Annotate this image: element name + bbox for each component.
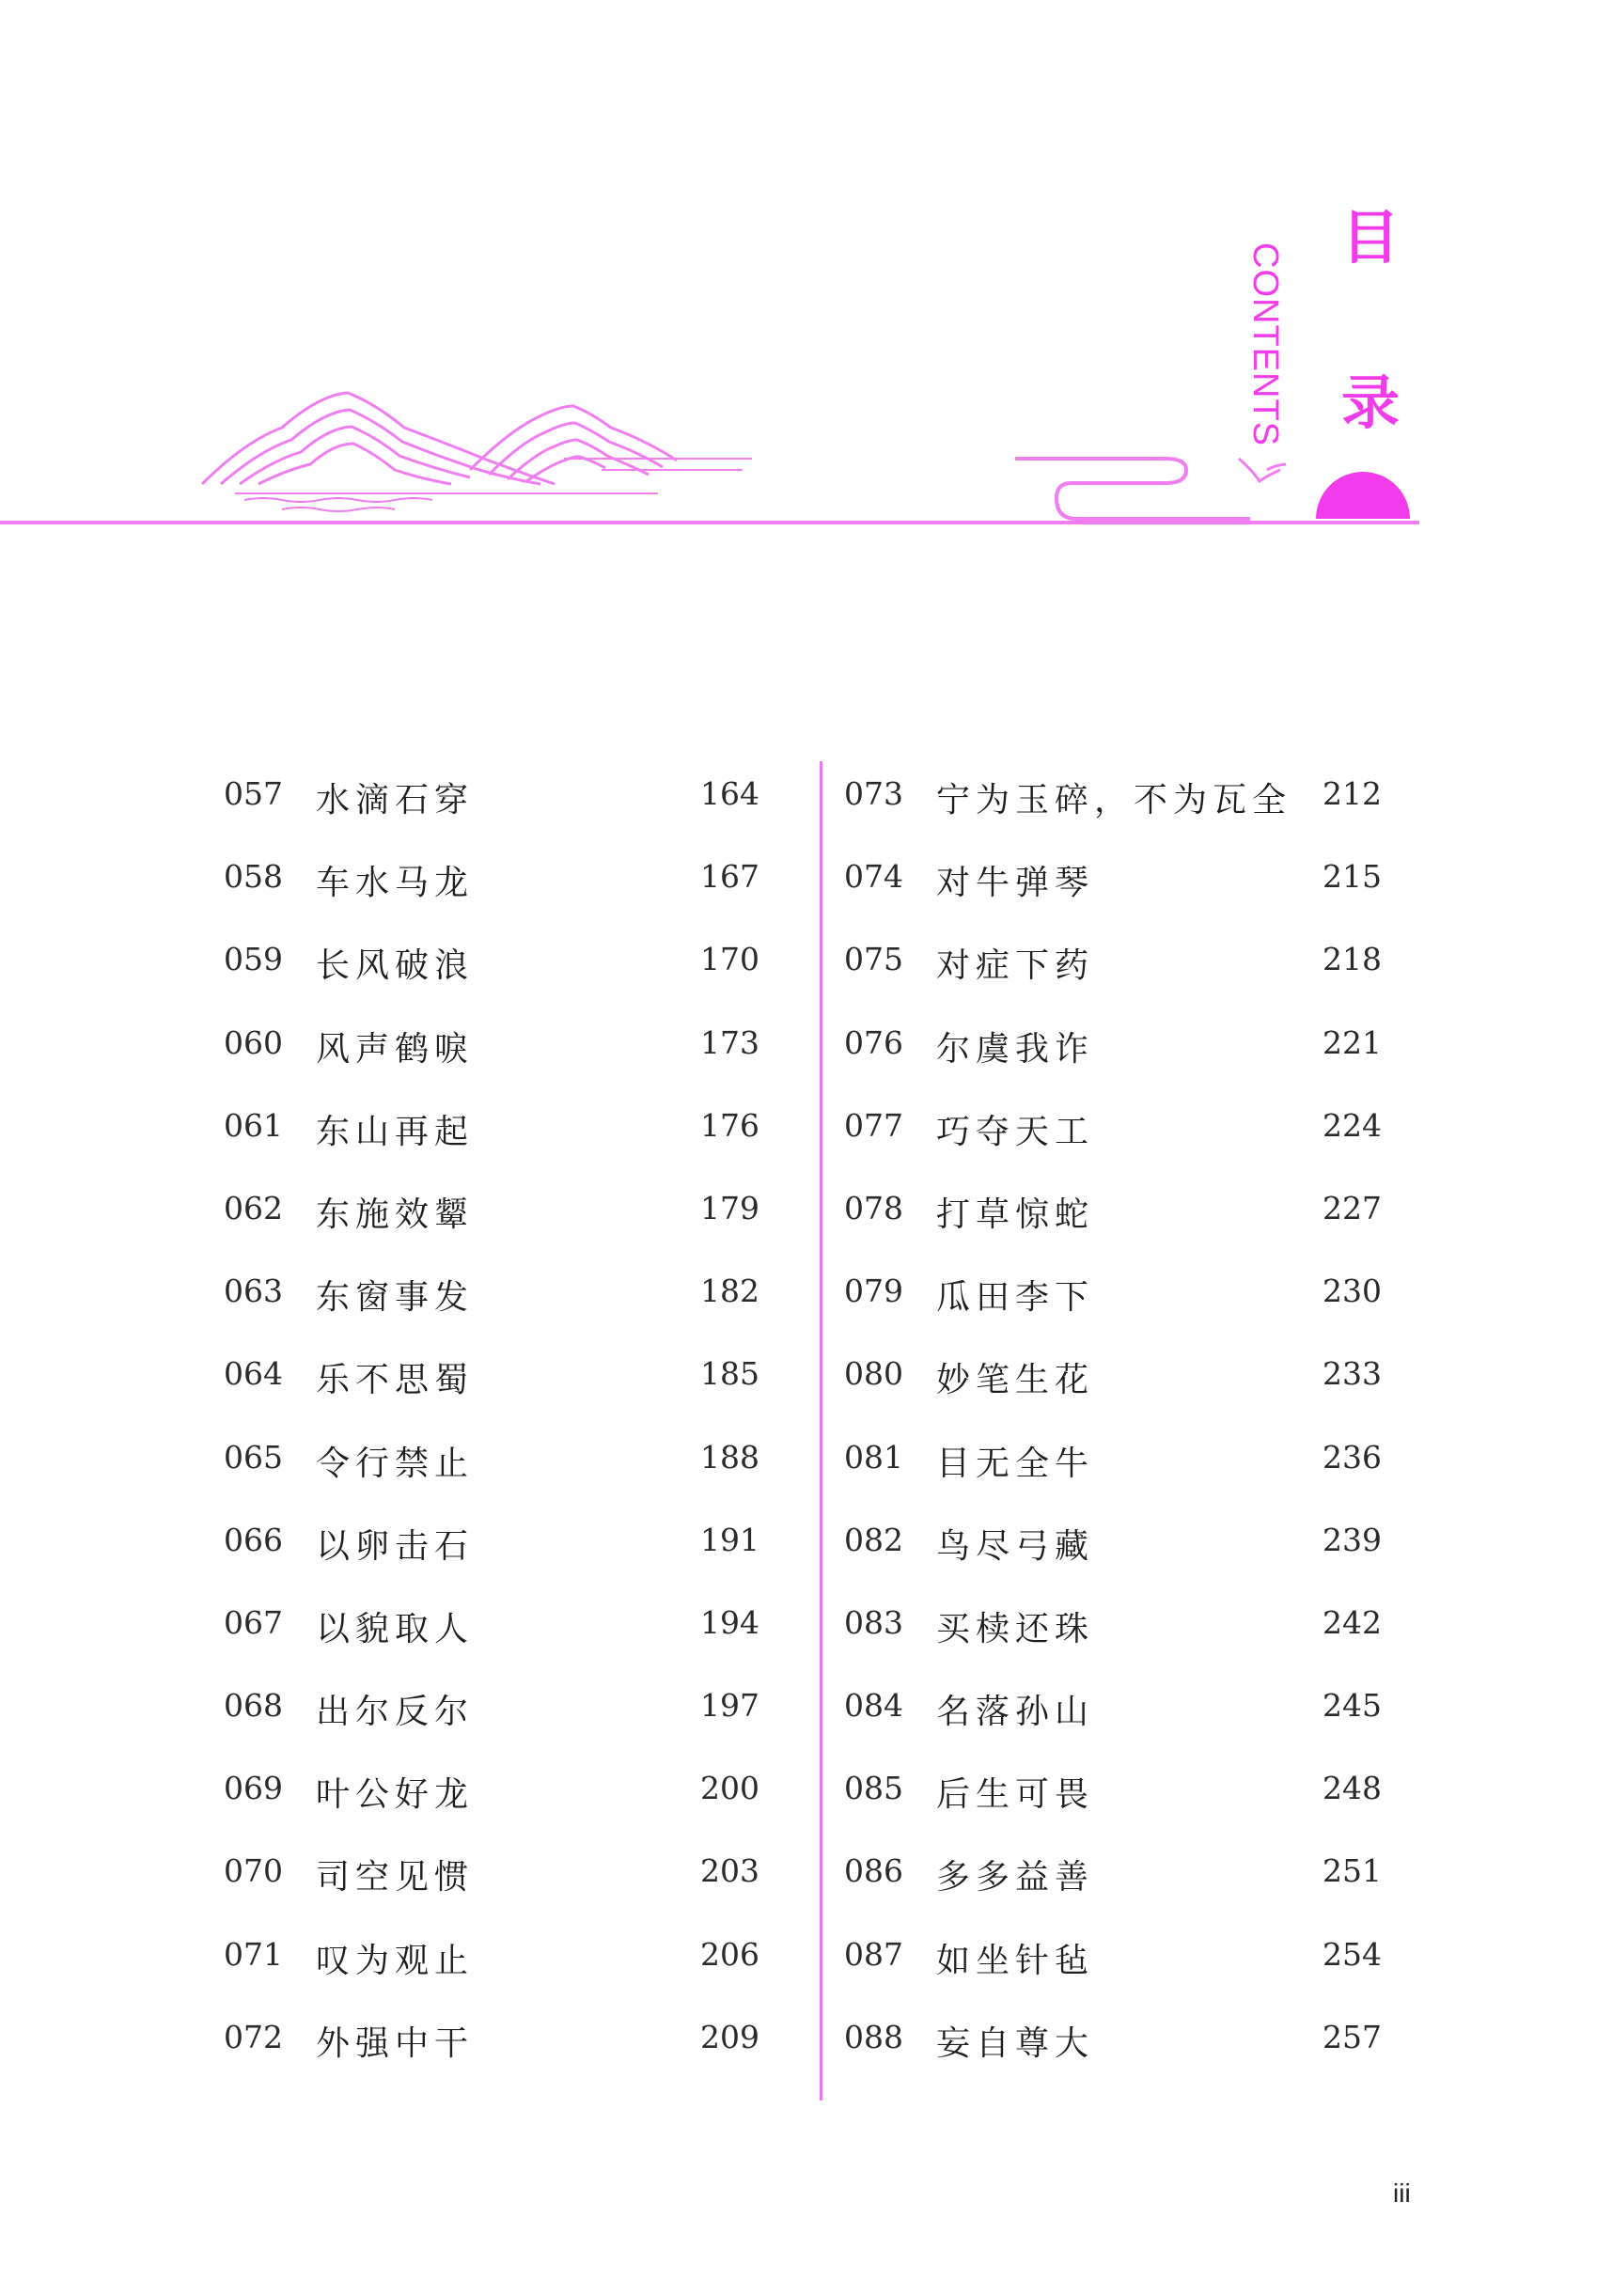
- toc-entry[interactable]: [224, 1834, 759, 1916]
- entry-number: 085: [844, 1770, 903, 1807]
- entry-title: 巧夺天工: [936, 1112, 1095, 1151]
- entry-page: 245: [1322, 1687, 1382, 1725]
- toc-entry[interactable]: [224, 1585, 759, 1668]
- entry-page: 239: [1322, 1521, 1382, 1558]
- entry-title: 令行禁止: [316, 1444, 475, 1483]
- toc-entry[interactable]: [844, 1834, 1382, 1916]
- toc-entry[interactable]: [224, 1503, 759, 1585]
- toc-column-right: [844, 757, 1382, 2083]
- entry-page: 182: [700, 1273, 759, 1310]
- entry-title: 东山再起: [316, 1112, 475, 1151]
- toc-entry[interactable]: [224, 1254, 759, 1336]
- entry-number: 081: [844, 1438, 903, 1476]
- entry-number: 070: [224, 1852, 283, 1890]
- entry-title: 妄自尊大: [936, 2023, 1095, 2063]
- entry-page: 215: [1322, 858, 1382, 896]
- entry-number: 088: [844, 2018, 903, 2055]
- entry-number: 066: [224, 1521, 283, 1558]
- entry-page: 206: [700, 1935, 759, 1973]
- entry-number: 072: [224, 2018, 283, 2055]
- entry-page: 257: [1322, 2018, 1382, 2055]
- entry-title: 后生可畏: [936, 1775, 1095, 1815]
- contents-label: CONTENTS: [1245, 242, 1285, 446]
- entry-page: 200: [700, 1770, 759, 1807]
- entry-page: 230: [1322, 1273, 1382, 1310]
- table-of-contents: [0, 757, 1612, 2110]
- entry-number: 067: [224, 1603, 283, 1641]
- toc-entry[interactable]: [224, 1668, 759, 1751]
- entry-number: 069: [224, 1770, 283, 1807]
- entry-title: 如坐针毡: [936, 1941, 1095, 1980]
- entry-title: 尔虞我诈: [936, 1029, 1095, 1069]
- entry-page: 164: [700, 775, 759, 812]
- entry-page: 170: [700, 941, 759, 978]
- entry-number: 087: [844, 1935, 903, 1973]
- toc-entry[interactable]: [844, 1006, 1382, 1088]
- toc-entry[interactable]: [844, 1751, 1382, 1834]
- entry-number: 074: [844, 858, 903, 896]
- entry-page: 218: [1322, 941, 1382, 978]
- entry-title: 名落孙山: [936, 1693, 1095, 1732]
- entry-title: 目无全牛: [936, 1444, 1095, 1483]
- toc-entry[interactable]: [844, 1503, 1382, 1585]
- entry-page: 167: [700, 858, 759, 896]
- entry-page: 233: [1322, 1355, 1382, 1393]
- entry-title: 司空见惯: [316, 1858, 475, 1898]
- toc-entry[interactable]: [224, 1336, 759, 1419]
- mountain-decoration: [0, 0, 1612, 564]
- entry-page: 176: [700, 1106, 759, 1144]
- title-char-mu: 目: [1340, 203, 1400, 272]
- entry-number: 083: [844, 1603, 903, 1641]
- toc-entry[interactable]: [844, 922, 1382, 1005]
- entry-page: 203: [700, 1852, 759, 1890]
- entry-page: 227: [1322, 1189, 1382, 1226]
- entry-number: 079: [844, 1273, 903, 1310]
- toc-entry[interactable]: [224, 1171, 759, 1254]
- entry-title: 东窗事发: [316, 1278, 475, 1318]
- entry-page: 194: [700, 1603, 759, 1641]
- entry-number: 082: [844, 1521, 903, 1558]
- entry-title: 风声鹤唳: [316, 1029, 475, 1069]
- entry-number: 060: [224, 1023, 283, 1061]
- toc-entry[interactable]: [844, 1585, 1382, 1668]
- toc-entry[interactable]: [224, 839, 759, 922]
- entry-title: 外强中干: [316, 2023, 475, 2063]
- entry-title: 出尔反尔: [316, 1693, 475, 1732]
- page-number: iii: [1393, 2179, 1411, 2208]
- title-char-lu: 录: [1340, 368, 1400, 437]
- entry-page: 185: [700, 1355, 759, 1393]
- entry-number: 065: [224, 1438, 283, 1476]
- cloud-swirl-icon: [1015, 459, 1250, 519]
- entry-number: 068: [224, 1687, 283, 1725]
- entry-page: 251: [1322, 1852, 1382, 1890]
- toc-entry[interactable]: [844, 1254, 1382, 1336]
- entry-page: 188: [700, 1438, 759, 1476]
- entry-number: 059: [224, 941, 283, 978]
- toc-entry[interactable]: [844, 1171, 1382, 1254]
- entry-page: 212: [1322, 775, 1382, 812]
- toc-column-left: [224, 757, 759, 2083]
- entry-page: 191: [700, 1521, 759, 1558]
- birds-icon: [1239, 459, 1286, 481]
- entry-title: 长风破浪: [316, 946, 475, 986]
- entry-title: 叶公好龙: [316, 1775, 475, 1815]
- entry-number: 073: [844, 775, 903, 812]
- entry-page: 197: [700, 1687, 759, 1725]
- entry-page: 179: [700, 1189, 759, 1226]
- toc-entry[interactable]: [844, 1336, 1382, 1419]
- toc-entry[interactable]: [224, 922, 759, 1005]
- entry-page: 209: [700, 2018, 759, 2055]
- entry-number: 071: [224, 1935, 283, 1973]
- toc-entry[interactable]: [224, 757, 759, 839]
- entry-number: 057: [224, 775, 283, 812]
- page-header: [0, 0, 1612, 564]
- entry-page: 224: [1322, 1106, 1382, 1144]
- entry-number: 061: [224, 1106, 283, 1144]
- toc-entry[interactable]: [844, 2000, 1382, 2083]
- entry-title: 瓜田李下: [936, 1278, 1095, 1318]
- toc-entry[interactable]: [224, 1917, 759, 2000]
- entry-number: 062: [224, 1189, 283, 1226]
- entry-title: 多多益善: [936, 1858, 1095, 1898]
- entry-title: 车水马龙: [316, 864, 475, 903]
- toc-entry[interactable]: [844, 839, 1382, 922]
- sun-icon: [1316, 472, 1410, 519]
- entry-page: 242: [1322, 1603, 1382, 1641]
- toc-entry[interactable]: [224, 1420, 759, 1503]
- entry-title: 打草惊蛇: [936, 1195, 1095, 1234]
- entry-title: 鸟尽弓藏: [936, 1526, 1095, 1566]
- entry-number: 077: [844, 1106, 903, 1144]
- entry-title: 对牛弹琴: [936, 864, 1095, 903]
- entry-number: 086: [844, 1852, 903, 1890]
- toc-entry[interactable]: [844, 1088, 1382, 1171]
- entry-title: 妙笔生花: [936, 1361, 1095, 1400]
- toc-entry[interactable]: [224, 1006, 759, 1088]
- toc-entry[interactable]: [224, 1751, 759, 1834]
- entry-title: 以卵击石: [316, 1526, 475, 1566]
- entry-title: 乐不思蜀: [316, 1361, 475, 1400]
- entry-number: 084: [844, 1687, 903, 1725]
- entry-title: 以貌取人: [316, 1609, 475, 1648]
- entry-page: 173: [700, 1023, 759, 1061]
- entry-page: 236: [1322, 1438, 1382, 1476]
- toc-entry[interactable]: [224, 2000, 759, 2083]
- entry-number: 063: [224, 1273, 283, 1310]
- entry-page: 248: [1322, 1770, 1382, 1807]
- entry-number: 064: [224, 1355, 283, 1393]
- entry-number: 080: [844, 1355, 903, 1393]
- toc-entry[interactable]: [844, 1668, 1382, 1751]
- entry-number: 076: [844, 1023, 903, 1061]
- entry-number: 078: [844, 1189, 903, 1226]
- toc-entry[interactable]: [844, 1917, 1382, 2000]
- toc-entry[interactable]: [844, 757, 1382, 839]
- entry-title: 宁为玉碎，不为瓦全: [936, 781, 1292, 820]
- toc-entry[interactable]: [224, 1088, 759, 1171]
- toc-entry[interactable]: [844, 1420, 1382, 1503]
- entry-title: 对症下药: [936, 946, 1095, 986]
- entry-number: 058: [224, 858, 283, 896]
- entry-page: 254: [1322, 1935, 1382, 1973]
- entry-title: 东施效颦: [316, 1195, 475, 1234]
- entry-number: 075: [844, 941, 903, 978]
- entry-title: 叹为观止: [316, 1941, 475, 1980]
- entry-title: 买椟还珠: [936, 1609, 1095, 1648]
- entry-title: 水滴石穿: [316, 781, 475, 820]
- entry-page: 221: [1322, 1023, 1382, 1061]
